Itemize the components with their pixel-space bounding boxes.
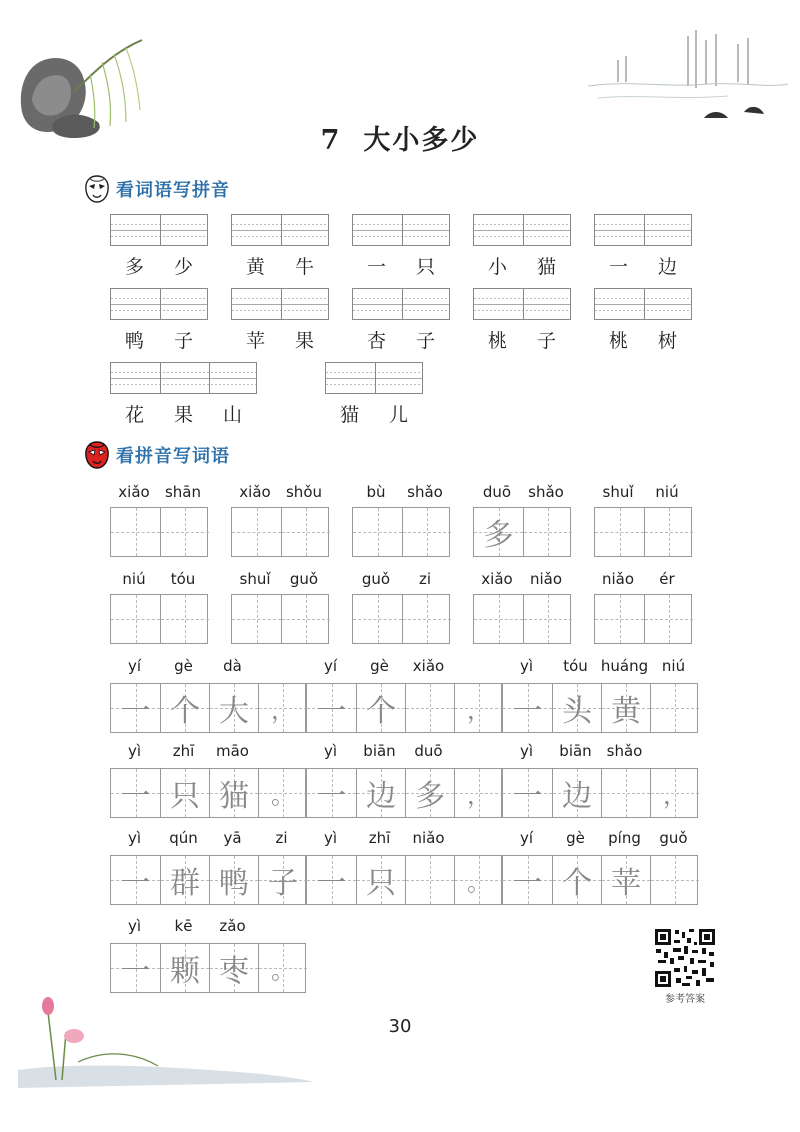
pinyin-syllable: duō xyxy=(482,483,512,501)
writing-cell[interactable] xyxy=(644,508,693,556)
pinyin-syllable: zhī xyxy=(368,829,391,847)
pinyin-writing-box[interactable] xyxy=(594,288,692,320)
pinyin-syllable: shǎo xyxy=(528,483,564,501)
writing-cell[interactable] xyxy=(111,944,160,992)
qr-code[interactable] xyxy=(654,928,716,988)
writing-cell[interactable] xyxy=(552,684,601,732)
pinyin-syllable: ér xyxy=(659,570,675,588)
writing-cell[interactable] xyxy=(402,508,451,556)
pinyin-syllable: yí xyxy=(127,657,142,675)
character-writing-grid xyxy=(110,943,306,993)
cell-character: ， xyxy=(467,696,491,725)
writing-cell[interactable] xyxy=(552,856,601,904)
character-writing-grid xyxy=(594,594,692,644)
cell-character: 。 xyxy=(271,956,295,985)
writing-cell[interactable] xyxy=(454,856,503,904)
cell-guide-horizontal xyxy=(161,619,209,620)
cell-character: 子 xyxy=(268,866,298,901)
pinyin-syllable: niǎo xyxy=(529,570,563,588)
writing-cell[interactable] xyxy=(644,595,693,643)
writing-cell[interactable] xyxy=(353,595,402,643)
writing-cell[interactable] xyxy=(523,508,572,556)
pinyin-writing-box[interactable] xyxy=(473,214,571,246)
character-writing-grid xyxy=(306,683,502,733)
word-character: 只 xyxy=(415,256,436,278)
character-writing-grid xyxy=(502,768,698,818)
cell-character: 黄 xyxy=(611,694,641,729)
writing-cell[interactable] xyxy=(307,856,356,904)
character-writing-grid xyxy=(306,855,502,905)
writing-cell[interactable] xyxy=(160,684,209,732)
pinyin-syllable: shǒu xyxy=(285,483,323,501)
word-character: 牛 xyxy=(294,256,315,278)
word-character: 苹 xyxy=(245,330,266,352)
box-divider xyxy=(402,289,403,319)
pinyin-writing-box[interactable] xyxy=(352,288,450,320)
writing-cell[interactable] xyxy=(595,595,644,643)
cell-guide-horizontal xyxy=(282,619,330,620)
pinyin-syllable: niú xyxy=(661,657,686,675)
writing-cell[interactable] xyxy=(258,944,307,992)
writing-cell[interactable] xyxy=(523,595,572,643)
cell-character: 猫 xyxy=(219,779,249,814)
cell-character: ， xyxy=(467,781,491,810)
word-character: 边 xyxy=(657,256,678,278)
writing-cell[interactable] xyxy=(281,595,330,643)
pinyin-syllable: guǒ xyxy=(659,829,688,847)
pinyin-syllable: shān xyxy=(164,483,202,501)
word-character: 少 xyxy=(173,256,194,278)
writing-cell[interactable] xyxy=(258,856,307,904)
cell-character: 一 xyxy=(120,866,151,901)
pinyin-syllable: tóu xyxy=(170,570,196,588)
box-divider xyxy=(160,215,161,245)
pinyin-syllable: niú xyxy=(122,570,146,588)
character-writing-grid xyxy=(306,768,502,818)
pinyin-syllable: zi xyxy=(418,570,432,588)
pinyin-writing-box[interactable] xyxy=(231,214,329,246)
cell-character: 只 xyxy=(170,779,200,814)
cell-character: 一 xyxy=(120,954,151,989)
writing-cell[interactable] xyxy=(356,684,405,732)
pinyin-syllable: huáng xyxy=(600,657,649,675)
cell-character: ， xyxy=(271,696,295,725)
writing-cell[interactable] xyxy=(650,856,699,904)
cell-character: 。 xyxy=(467,868,491,897)
cell-character: 一 xyxy=(512,779,543,814)
pinyin-syllable: xiǎo xyxy=(118,483,150,501)
section2-title: 看拼音写词语 xyxy=(116,446,230,467)
character-writing-grid xyxy=(352,507,450,557)
cell-guide-horizontal xyxy=(111,619,160,620)
pinyin-syllable: yì xyxy=(519,742,534,760)
pinyin-syllable: shuǐ xyxy=(239,570,271,588)
character-writing-grid xyxy=(110,855,306,905)
writing-cell[interactable] xyxy=(209,856,258,904)
box-divider xyxy=(644,289,645,319)
word-character: 桃 xyxy=(608,330,629,352)
opera-mask-icon xyxy=(84,174,110,204)
word-character: 果 xyxy=(173,404,194,426)
writing-cell[interactable] xyxy=(454,769,503,817)
cell-guide-horizontal xyxy=(232,619,281,620)
writing-cell[interactable] xyxy=(307,769,356,817)
cell-character: 枣 xyxy=(219,954,249,989)
cell-character: 一 xyxy=(316,694,347,729)
page-number: 30 xyxy=(388,1016,412,1037)
cell-character: 大 xyxy=(219,694,249,729)
writing-cell[interactable] xyxy=(160,856,209,904)
writing-cell[interactable] xyxy=(111,508,160,556)
cell-guide-horizontal xyxy=(595,532,644,533)
pinyin-syllable: biān xyxy=(559,742,592,760)
word-character: 子 xyxy=(173,330,194,352)
pinyin-syllable: biān xyxy=(363,742,396,760)
cell-character: 一 xyxy=(512,694,543,729)
pinyin-syllable: shǎo xyxy=(407,483,443,501)
pinyin-writing-box[interactable] xyxy=(352,214,450,246)
cell-guide-horizontal xyxy=(651,708,699,709)
box-divider xyxy=(160,289,161,319)
writing-cell[interactable] xyxy=(601,769,650,817)
cell-character: 一 xyxy=(120,694,151,729)
cell-guide-horizontal xyxy=(645,619,693,620)
pinyin-syllable: yì xyxy=(323,829,338,847)
writing-cell[interactable] xyxy=(111,684,160,732)
word-character: 花 xyxy=(124,404,145,426)
pinyin-syllable: yì xyxy=(323,742,338,760)
writing-cell[interactable] xyxy=(258,769,307,817)
box-divider xyxy=(644,215,645,245)
character-writing-grid xyxy=(110,768,306,818)
pinyin-syllable: yā xyxy=(223,829,242,847)
cell-character: 一 xyxy=(120,779,151,814)
pinyin-syllable: duō xyxy=(414,742,443,760)
cell-character: 边 xyxy=(366,779,396,814)
pinyin-syllable: gè xyxy=(174,657,193,675)
cell-character: 鸭 xyxy=(219,866,249,901)
character-writing-grid xyxy=(352,594,450,644)
pinyin-syllable: qún xyxy=(169,829,198,847)
lesson-title xyxy=(0,118,800,157)
pinyin-syllable: gè xyxy=(370,657,389,675)
pinyin-syllable: gè xyxy=(566,829,585,847)
pinyin-syllable: píng xyxy=(608,829,641,847)
character-writing-grid xyxy=(231,594,329,644)
word-character: 多 xyxy=(124,256,145,278)
pinyin-syllable: xiǎo xyxy=(239,483,271,501)
character-writing-grid xyxy=(502,855,698,905)
writing-cell[interactable] xyxy=(307,684,356,732)
cell-character: 个 xyxy=(562,866,592,901)
writing-cell[interactable] xyxy=(209,769,258,817)
pinyin-writing-box[interactable] xyxy=(231,288,329,320)
pinyin-writing-box[interactable] xyxy=(110,288,208,320)
writing-cell[interactable] xyxy=(111,769,160,817)
writing-cell[interactable] xyxy=(160,944,209,992)
character-writing-grid xyxy=(110,594,208,644)
pinyin-syllable: tóu xyxy=(563,657,588,675)
cell-character: 一 xyxy=(316,779,347,814)
writing-cell[interactable] xyxy=(353,508,402,556)
section2-header xyxy=(84,438,230,472)
word-character: 一 xyxy=(366,256,387,278)
lesson-name: 大小多少 xyxy=(363,125,480,156)
box-divider xyxy=(402,215,403,245)
word-character: 猫 xyxy=(339,404,360,426)
cell-guide-horizontal xyxy=(595,619,644,620)
writing-cell[interactable] xyxy=(474,595,523,643)
writing-cell[interactable] xyxy=(595,508,644,556)
box-divider xyxy=(160,363,161,393)
character-writing-grid xyxy=(231,507,329,557)
pinyin-writing-box[interactable] xyxy=(473,288,571,320)
word-character: 树 xyxy=(657,330,678,352)
pinyin-syllable: yì xyxy=(127,829,142,847)
box-divider xyxy=(523,215,524,245)
word-character: 山 xyxy=(222,404,243,426)
pinyin-syllable: kē xyxy=(174,917,193,935)
word-character: 小 xyxy=(487,256,508,278)
writing-cell[interactable] xyxy=(232,508,281,556)
pinyin-syllable: guǒ xyxy=(361,570,391,588)
writing-cell[interactable] xyxy=(209,684,258,732)
cell-guide-horizontal xyxy=(602,793,650,794)
opera-mask-icon xyxy=(84,440,110,470)
pinyin-syllable: bù xyxy=(366,483,386,501)
pinyin-syllable: zǎo xyxy=(219,917,246,935)
pinyin-syllable: niú xyxy=(655,483,679,501)
cell-character: 个 xyxy=(366,694,396,729)
pinyin-syllable: yí xyxy=(323,657,338,675)
cell-guide-horizontal xyxy=(524,619,572,620)
writing-cell[interactable] xyxy=(454,684,503,732)
cell-character: 一 xyxy=(316,866,347,901)
section1-title: 看词语写拼音 xyxy=(116,180,230,201)
pinyin-writing-box[interactable] xyxy=(325,362,423,394)
word-character: 猫 xyxy=(536,256,557,278)
cell-character: 。 xyxy=(271,781,295,810)
box-divider xyxy=(281,215,282,245)
qr-caption: 参考答案 xyxy=(665,994,705,1005)
writing-cell[interactable] xyxy=(111,856,160,904)
writing-cell[interactable] xyxy=(405,769,454,817)
word-character: 一 xyxy=(608,256,629,278)
pinyin-syllable: niǎo xyxy=(601,570,635,588)
cell-character: 个 xyxy=(170,694,200,729)
pinyin-syllable: guǒ xyxy=(289,570,319,588)
writing-cell[interactable] xyxy=(160,508,209,556)
writing-cell[interactable] xyxy=(356,769,405,817)
pinyin-syllable: yì xyxy=(127,917,142,935)
cell-guide-horizontal xyxy=(406,708,454,709)
character-writing-grid xyxy=(110,683,306,733)
cell-guide-horizontal xyxy=(111,532,160,533)
cell-guide-horizontal xyxy=(406,880,454,881)
cell-character: 边 xyxy=(562,779,592,814)
pinyin-syllable: shǎo xyxy=(606,742,643,760)
cell-character: 颗 xyxy=(170,954,200,989)
cell-character: 苹 xyxy=(611,866,641,901)
character-writing-grid xyxy=(110,507,208,557)
word-character: 杏 xyxy=(366,330,387,352)
cell-guide-horizontal xyxy=(403,532,451,533)
character-writing-grid xyxy=(473,594,571,644)
pinyin-syllable: māo xyxy=(216,742,249,760)
pinyin-syllable: xiǎo xyxy=(412,657,445,675)
character-writing-grid xyxy=(594,507,692,557)
cell-guide-horizontal xyxy=(282,532,330,533)
writing-cell[interactable] xyxy=(232,595,281,643)
cell-guide-horizontal xyxy=(161,532,209,533)
cell-character: 多 xyxy=(483,518,514,553)
character-writing-grid xyxy=(473,507,571,557)
writing-cell[interactable] xyxy=(503,684,552,732)
writing-cell[interactable] xyxy=(503,856,552,904)
cell-character: ， xyxy=(663,781,687,810)
pinyin-syllable: yì xyxy=(127,742,142,760)
writing-cell[interactable] xyxy=(402,595,451,643)
writing-cell[interactable] xyxy=(405,684,454,732)
cell-guide-horizontal xyxy=(232,532,281,533)
pinyin-syllable: zhī xyxy=(172,742,195,760)
writing-cell[interactable] xyxy=(601,684,650,732)
writing-cell[interactable] xyxy=(552,769,601,817)
cell-guide-horizontal xyxy=(474,619,523,620)
cell-guide-horizontal xyxy=(524,532,572,533)
cell-character: 多 xyxy=(415,779,445,814)
section1-header xyxy=(84,172,230,206)
writing-cell[interactable] xyxy=(258,684,307,732)
pinyin-syllable: zi xyxy=(275,829,288,847)
box-divider xyxy=(375,363,376,393)
writing-cell[interactable] xyxy=(650,684,699,732)
character-writing-grid xyxy=(502,683,698,733)
pinyin-syllable: shuǐ xyxy=(602,483,634,501)
word-character: 鸭 xyxy=(124,330,145,352)
writing-cell[interactable] xyxy=(503,769,552,817)
lesson-number: 7 xyxy=(320,125,342,156)
cell-guide-horizontal xyxy=(645,532,693,533)
pinyin-writing-box[interactable] xyxy=(110,214,208,246)
writing-cell[interactable] xyxy=(160,595,209,643)
pinyin-syllable: yì xyxy=(519,657,534,675)
cell-character: 只 xyxy=(366,866,396,901)
cell-guide-horizontal xyxy=(353,532,402,533)
pinyin-syllable: dà xyxy=(223,657,242,675)
word-character: 子 xyxy=(415,330,436,352)
pinyin-syllable: yí xyxy=(519,829,534,847)
writing-cell[interactable] xyxy=(160,769,209,817)
cell-character: 头 xyxy=(562,694,592,729)
pinyin-syllable: niǎo xyxy=(412,829,445,847)
word-character: 桃 xyxy=(487,330,508,352)
writing-cell[interactable] xyxy=(405,856,454,904)
box-divider xyxy=(523,289,524,319)
word-character: 子 xyxy=(536,330,557,352)
word-character: 黄 xyxy=(245,256,266,278)
cell-guide-horizontal xyxy=(403,619,451,620)
writing-cell[interactable] xyxy=(601,856,650,904)
cell-character: 群 xyxy=(170,866,200,901)
pinyin-syllable: xiǎo xyxy=(481,570,513,588)
cell-character: 一 xyxy=(512,866,543,901)
pinyin-writing-box[interactable] xyxy=(594,214,692,246)
writing-cell[interactable] xyxy=(209,944,258,992)
box-divider xyxy=(281,289,282,319)
writing-cell[interactable] xyxy=(281,508,330,556)
cell-guide-horizontal xyxy=(353,619,402,620)
box-divider xyxy=(209,363,210,393)
writing-cell[interactable] xyxy=(474,508,523,556)
writing-cell[interactable] xyxy=(356,856,405,904)
writing-cell[interactable] xyxy=(650,769,699,817)
writing-cell[interactable] xyxy=(111,595,160,643)
cell-guide-horizontal xyxy=(651,880,699,881)
word-character: 果 xyxy=(294,330,315,352)
word-character: 儿 xyxy=(388,404,409,426)
pinyin-writing-box[interactable] xyxy=(110,362,257,394)
lotus-decoration xyxy=(18,992,318,1092)
